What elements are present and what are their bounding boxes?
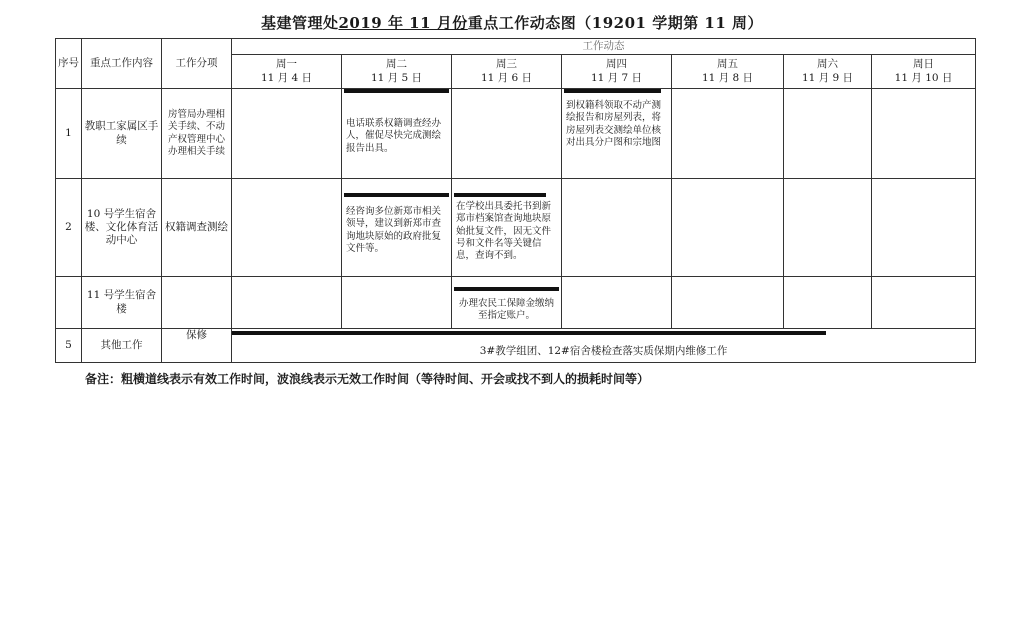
header-seq: 序号 <box>56 39 82 89</box>
work-dynamics-table <box>55 38 976 363</box>
row1-seq: 1 <box>56 89 82 179</box>
header-division: 工作分项 <box>162 39 232 89</box>
row4-content: 其他工作 <box>82 329 162 363</box>
header-dynamics: 工作动态 <box>232 39 976 55</box>
effective-work-bar <box>454 287 559 291</box>
row1-fri <box>672 89 784 179</box>
row2-sat <box>784 179 872 277</box>
table-row <box>56 179 976 277</box>
row1-thu: 到权籍科领取不动产测绘报告和房屋列表，将房屋列表交测绘单位核对出具分户图和宗地图 <box>562 89 672 179</box>
row3-fri <box>672 277 784 329</box>
row2-seq: 2 <box>56 179 82 277</box>
row3-tue <box>342 277 452 329</box>
effective-work-bar <box>344 193 449 197</box>
table-row <box>56 329 976 363</box>
row1-sun <box>872 89 976 179</box>
header-day-sat: 周六 11 月 9 日 <box>784 55 872 89</box>
row1-sat <box>784 89 872 179</box>
row3-seq <box>56 277 82 329</box>
row3-sat <box>784 277 872 329</box>
row3-content: 11 号学生宿舍楼 <box>82 277 162 329</box>
header-day-tue: 周二 11 月 5 日 <box>342 55 452 89</box>
row3-wed: 办理农民工保障金缴纳至指定账户。 <box>452 277 562 329</box>
row1-content: 教职工家属区手续 <box>82 89 162 179</box>
header-key-work: 重点工作内容 <box>82 39 162 89</box>
row1-wed <box>452 89 562 179</box>
effective-work-bar <box>454 193 546 197</box>
title-main: 重点工作动态图 <box>467 14 577 32</box>
row3-mon <box>232 277 342 329</box>
row2-wed: 在学校出具委托书到新郑市档案馆查询地块原始批复文件，因无文件号和文件名等关键信息，查询不到。 <box>452 179 562 277</box>
header-day-thu: 周四 11 月 7 日 <box>562 55 672 89</box>
row1-division: 房管局办理相关手续、不动产权管理中心办理相关手续 <box>162 89 232 179</box>
row4-division: 保修 <box>162 329 232 363</box>
row2-mon <box>232 179 342 277</box>
document-title <box>0 12 1024 33</box>
title-suffix: （19201 学期第 11 周） <box>576 14 764 32</box>
row1-tue: 电话联系权籍调查经办人，催促尽快完成测绘报告出具。 <box>342 89 452 179</box>
title-prefix: 基建管理处 <box>260 14 339 32</box>
header-day-mon: 周一 11 月 4 日 <box>232 55 342 89</box>
row3-sun <box>872 277 976 329</box>
row2-fri <box>672 179 784 277</box>
row3-division <box>162 277 232 329</box>
effective-work-bar <box>232 331 826 335</box>
header-day-wed: 周三 11 月 6 日 <box>452 55 562 89</box>
row2-division: 权籍调查测绘 <box>162 179 232 277</box>
row2-sun <box>872 179 976 277</box>
title-period: 2019 年 11 月份 <box>338 14 468 32</box>
row4-week: 3#教学组团、12#宿舍楼检查落实质保期内维修工作 <box>232 329 976 363</box>
table-row <box>56 277 976 329</box>
row2-tue: 经咨询多位新郑市相关领导，建议到新郑市查询地块原始的政府批复文件等。 <box>342 179 452 277</box>
remark-note: 备注：粗横道线表示有效工作时间，波浪线表示无效工作时间（等待时间、开会或找不到人的损耗时间等） <box>85 372 650 386</box>
row2-content: 10 号学生宿舍楼、文化体育活动中心 <box>82 179 162 277</box>
row1-mon <box>232 89 342 179</box>
row3-thu <box>562 277 672 329</box>
header-day-fri: 周五 11 月 8 日 <box>672 55 784 89</box>
row2-thu <box>562 179 672 277</box>
effective-work-bar <box>344 89 449 93</box>
effective-work-bar <box>564 89 661 93</box>
header-day-sun: 周日 11 月 10 日 <box>872 55 976 89</box>
row4-seq: 5 <box>56 329 82 363</box>
table-row <box>56 89 976 179</box>
